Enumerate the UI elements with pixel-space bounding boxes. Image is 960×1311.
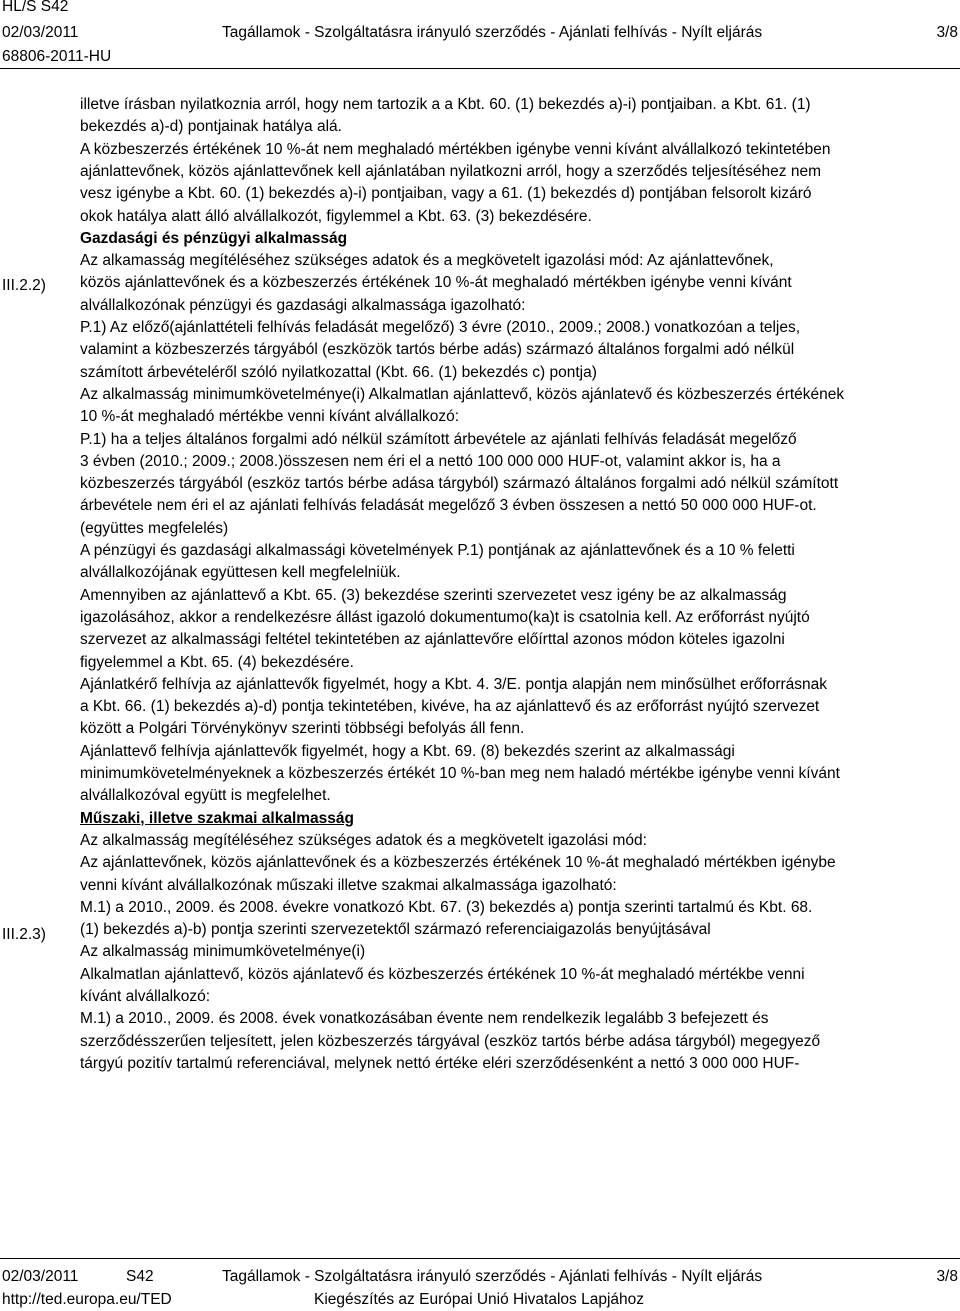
body-line: kívánt alvállalkozó: <box>80 988 211 1005</box>
body-line: alvállalkozójának együttesen kell megfelelniük. <box>80 564 401 582</box>
body-line: A pénzügyi és gazdasági alkalmassági követelmények P.1) pontjának az ajánlattevőnek és a 10 % feletti <box>80 542 795 559</box>
body-line: igazolásához, akkor a rendelkezésre állást igazoló dokumentumo(ka)t is csatolnia kell. Az erőforrást nyújtó <box>80 608 810 626</box>
body-line: Ajánlattevő felhívja ajánlattevők figyelmét, hogy a Kbt. 69. (8) bekezdés szerint az alkalmassági <box>80 742 735 760</box>
body-line: Ajánlatkérő felhívja az ajánlattevők figyelmét, hogy a Kbt. 4. 3/E. pontja alapján nem minősülhet erőforrásnak <box>80 675 828 693</box>
body-line: bekezdés a)-d) pontjainak hatálya alá. <box>80 118 342 136</box>
header-title-code: HL/S S42 <box>2 0 69 15</box>
header-date: 02/03/2011 <box>2 24 79 41</box>
body-line: számított árbevételéről szóló nyilatkozattal (Kbt. 66. (1) bekezdés c) pontja) <box>80 363 597 381</box>
body-line: Az alkalmasság megítéléséhez szükséges adatok és a megkövetelt igazolási mód: <box>80 831 647 849</box>
body-line: Az ajánlattevőnek, közös ajánlattevőnek és a közbeszerzés értékének 10 %-át meghaladó mértékben igénybe <box>80 854 836 872</box>
footer-doc-title: Tagállamok - Szolgáltatásra irányuló szerződés - Ajánlati felhívás - Nyílt eljárás <box>222 1268 763 1285</box>
body-line: minimumkövetelményeknek a közbeszerzés értékét 10 %-ban meg nem haladó mértékbe igénybe venni kívánt <box>80 765 840 782</box>
body-line: 10 %-át meghaladó mértékbe venni kívánt alvállalkozó: <box>80 408 460 426</box>
body-line: szervezet az alkalmassági feltétel tekintetében az ajánlattevőre előírttal azonos módon köteles igazolni <box>80 631 785 649</box>
body-line: a Kbt. 66. (1) bekezdés a)-d) pontja tekintetében, kivéve, ha az ajánlattevő és az erőforrást nyújtó szervezet <box>80 698 820 716</box>
body-line: valamint a közbeszerzés tárgyából (eszközök tartós bérbe adás) származó általános forgalmi adó nélkül <box>80 341 795 359</box>
footer-supplement: Kiegészítés az Európai Unió Hivatalos Lapjához <box>314 1291 644 1308</box>
body-line: P.1) Az előző(ajánlattételi felhívás feladását megelőző) 3 évre (2010., 2009.; 2008.) vonatkozóan a teljes, <box>80 319 801 336</box>
body-line: venni kívánt alvállalkozónak műszaki illetve szakmai alkalmassága igazolható: <box>80 876 617 894</box>
body-line: illetve írásban nyilatkoznia arról, hogy nem tartozik a a Kbt. 60. (1) bekezdés a)-i) pontjaiban. a Kbt. 61. (1) <box>80 96 811 113</box>
body-line: P.1) ha a teljes általános forgalmi adó nélkül számított árbevétele az ajánlati felhívás feladását megelőző <box>80 430 797 448</box>
body-line: A közbeszerzés értékének 10 %-át nem meghaladó mértékben igénybe venni kívánt alvállalkozó tekintetében <box>80 140 831 158</box>
body-line: ajánlattevőnek, közös ajánlattevőnek kell ajánlatában nyilatkozni arról, hogy a szerződés teljesítéséhez nem <box>80 162 821 180</box>
body-line: (együttes megfelelés) <box>80 519 229 537</box>
body-line: közös ajánlattevőnek és a közbeszerzés értékének 10 %-át meghaladó mértékben igénybe venni kívánt <box>80 274 792 292</box>
footer-ted-link[interactable]: http://ted.europa.eu/TED <box>2 1291 172 1308</box>
body-line: M.1) a 2010., 2009. és 2008. évekre vonatkozó Kbt. 67. (3) bekezdés a) pontja szerinti tartalmú és Kbt. 68. <box>80 898 813 916</box>
body-line: vesz igénybe a Kbt. 60. (1) bekezdés a)-i) pontjaiban, vagy a 61. (1) bekezdés d) pontjában felsorolt kizáró <box>80 185 812 203</box>
body-line: Az alkalmasság minimumkövetelménye(i) <box>80 943 366 961</box>
body-line: Gazdasági és pénzügyi alkalmasság <box>80 229 348 247</box>
header-doc-title: Tagállamok - Szolgáltatásra irányuló szerződés - Ajánlati felhívás - Nyílt eljárás <box>222 24 763 41</box>
header-page-number: 3/8 <box>936 24 958 41</box>
header-divider <box>0 68 960 69</box>
body-line: között a Polgári Törvénykönyv szerinti többségi befolyás áll fenn. <box>80 720 525 738</box>
footer-divider <box>0 1258 960 1259</box>
body-line: alvállalkozónak pénzügyi és gazdasági alkalmassága igazolható: <box>80 296 526 314</box>
body-line: (1) bekezdés a)-b) pontja szerinti szervezetektől származó referenciaigazolás benyújtásával <box>80 921 711 939</box>
body-line: 3 évben (2010.; 2009.; 2008.)összesen nem éri el a nettó 100 000 000 HUF-ot, valamint akkor is, ha a <box>80 452 781 470</box>
body-line: Az alkamasság megítéléséhez szükséges adatok és a megkövetelt igazolási mód: Az ajánlattevőnek, <box>80 252 774 270</box>
body-line: tárgyú pozitív tartalmú referenciával, melynek nettó értéke eléri szerződésenként a nettó 3 000 000 HUF- <box>80 1054 800 1072</box>
body-line: okok hatálya alatt álló alvállalkozót, figylemmel a Kbt. 63. (3) bekezdésére. <box>80 207 592 225</box>
footer-page-number: 3/8 <box>936 1268 958 1285</box>
footer-date: 02/03/2011 <box>2 1268 79 1285</box>
body-line: árbevétele nem éri el az ajánlati felhívás feladását megelőző 3 évben összesen a nettó 50 000 000 HUF-ot. <box>80 497 817 515</box>
section-label-iii-2-2: III.2.2) <box>2 277 46 294</box>
body-line: közbeszerzés tárgyából (eszköz tartós bérbe adása tárgyból) származó általános forgalmi adó nélkül számított <box>80 475 839 493</box>
body-line: Műszaki, illetve szakmai alkalmasság <box>80 809 354 827</box>
body-line: figyelemmel a Kbt. 65. (4) bekezdésére. <box>80 653 354 671</box>
header-doc-id: 68806-2011-HU <box>2 48 112 65</box>
body-line: Az alkalmasság minimumkövetelménye(i) Alkalmatlan ajánlattevő, közös ajánlatevő és közbeszerzés értékének <box>80 385 845 403</box>
footer-series: S42 <box>126 1268 154 1285</box>
body-line: Amennyiben az ajánlattevő a Kbt. 65. (3) bekezdése szerinti szervezetet vesz igény be az alkalmasság <box>80 586 787 604</box>
body-line: alvállalkozóval együtt is megfelelhet. <box>80 787 331 805</box>
section-label-iii-2-3: III.2.3) <box>2 926 46 943</box>
body-line: Alkalmatlan ajánlattevő, közös ajánlatevő és közbeszerzés értékének 10 %-át meghaladó mértékbe venni <box>80 965 805 983</box>
body-line: M.1) a 2010., 2009. és 2008. évek vonatkozásában évente nem rendelkezik legalább 3 befejezett és <box>80 1010 769 1028</box>
body-line: szerződésszerűen teljesített, jelen közbeszerzés tárgyával (eszköz tartós bérbe adása tárgyból) megegyező <box>80 1032 821 1050</box>
